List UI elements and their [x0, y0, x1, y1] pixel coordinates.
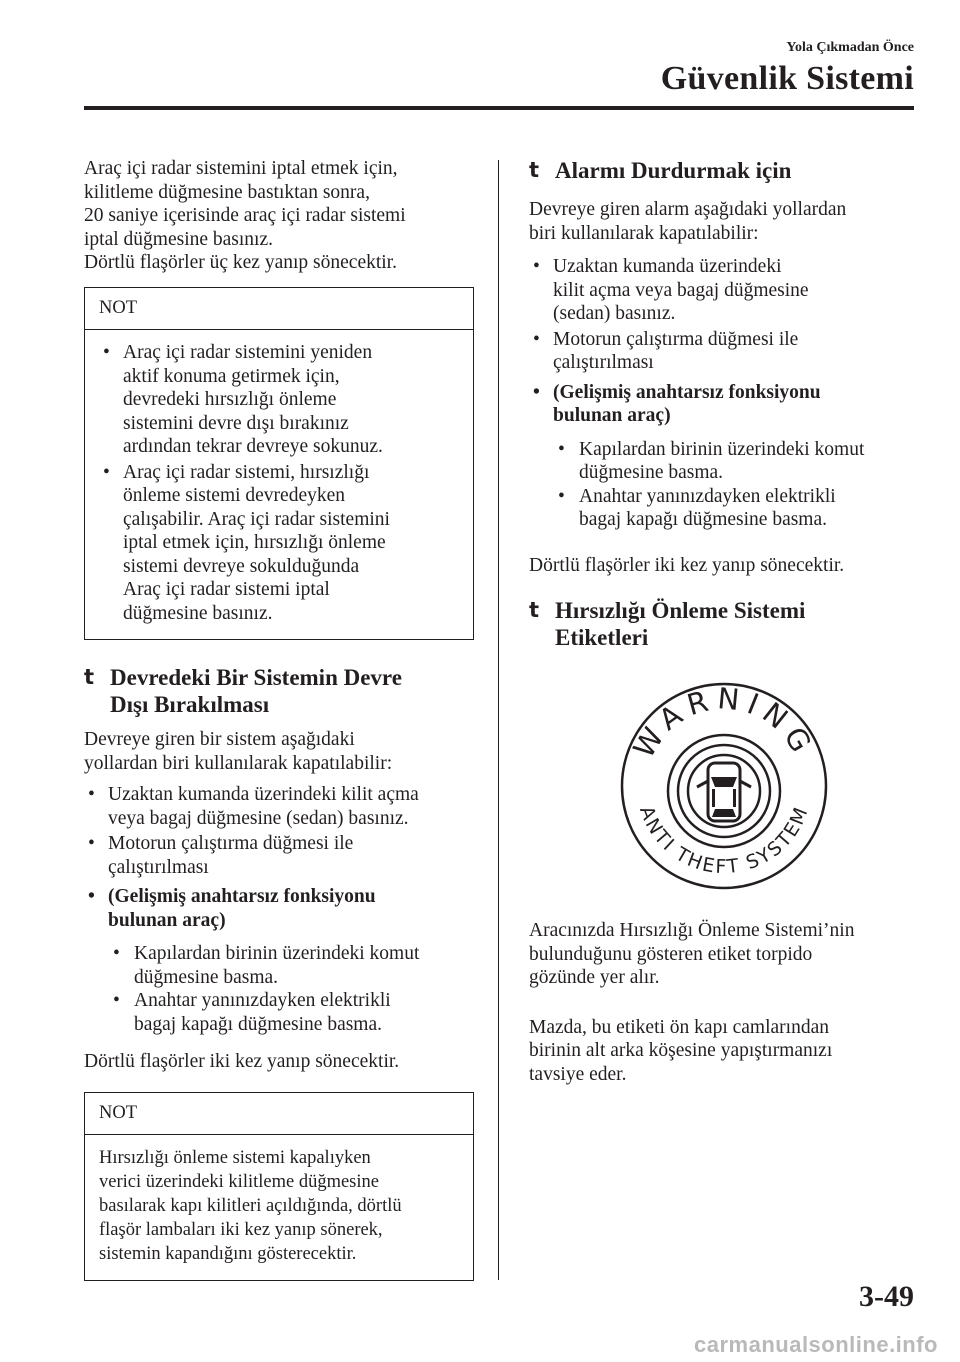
watermark: carmanualsonline.info: [694, 1332, 938, 1357]
bullet-icon: •: [558, 438, 565, 460]
list-item: • Motorun çalıştırma düğmesi ile çalıştırılması: [88, 833, 354, 878]
note-box-2: NOT Hırsızlığı önleme sistemi kapalıyken verici üzerindeki kilitleme düğmesine basılarak kapı kilitleri açıldığında, dörtlü flaşör lambaları iki kez yanıp sönerek, sistemin kapandığını gösterecektir.: [84, 1092, 474, 1282]
right-column: [529, 157, 919, 1090]
column-divider: [498, 160, 499, 1280]
note-heading: NOT: [85, 1093, 473, 1136]
note-bullet-list: [99, 341, 459, 625]
left-column: [84, 157, 474, 1291]
anti-theft-label: [529, 681, 919, 891]
bullet-icon: •: [103, 342, 110, 363]
svg-text:WARNING: [627, 681, 822, 764]
list-item: • Araç içi radar sistemini yeniden aktif konuma getirmek için, devredeki hırsızlığı önleme sistemini devre dışı bırakınız ardından tekrar devreye sokunuz.: [103, 342, 383, 457]
section-heading-stop-alarm: t Alarmı Durdurmak için: [529, 158, 792, 183]
sub-list: [108, 942, 474, 1036]
method-list: [529, 255, 919, 532]
bullet-icon: •: [103, 461, 110, 483]
list-item: • Uzaktan kumanda üzerindeki kilit açma veya bagaj düğmesine (sedan) basınız.: [533, 256, 809, 324]
list-item: • Uzaktan kumanda üzerindeki kilit açma veya bagaj düğmesine (sedan) basınız.: [88, 784, 419, 829]
caption-paragraph-2: Mazda, bu etiketi ön kapı camlarından birinin alt arka köşesine yapıştırmanızı tavsiye eder.: [529, 1016, 833, 1085]
bullet-icon: •: [533, 256, 540, 277]
bullet-icon: •: [558, 485, 565, 507]
section-marker-icon: t: [84, 665, 95, 689]
section-heading-labels: t Hırsızlığı Önleme Sistemi Etiketleri: [529, 598, 806, 650]
label-top-text: WARNING: [626, 681, 822, 764]
list-item: • (Gelişmiş anahtarsız fonksiyonu bulunan araç) • Kapılardan birinin üzerindeki komut düğmesine basma. • Anahtar yanınızdayken elektrikli bagaj kapağı düğmesine basma.: [84, 885, 474, 1036]
header-rule: [84, 106, 914, 110]
label-bottom-text: ANTI THEFT SYSTEM: [635, 802, 814, 879]
closing-text: Dörtlü flaşörler iki kez yanıp sönecektir.: [529, 554, 845, 576]
sub-list: [553, 438, 919, 532]
section-marker-icon: t: [529, 598, 540, 622]
sub-list-item: • Anahtar yanınızdayken elektrikli bagaj kapağı düğmesine basma.: [558, 485, 836, 530]
section-intro: Devreye giren bir sistem aşağıdaki yollardan biri kullanılarak kapatılabilir:: [84, 729, 393, 774]
bullet-icon: •: [88, 784, 95, 805]
section-heading-disable: t Devredeki Bir Sistemin Devre Dışı Bırakılması: [84, 665, 402, 717]
method-list: [84, 783, 474, 1036]
bullet-icon: •: [533, 381, 540, 403]
page-number: 3-49: [859, 1280, 914, 1313]
caption-paragraph-1: Aracınızda Hırsızlığı Önleme Sistemi’nin bulunduğunu gösteren etiket torpido gözünde yer alır.: [529, 920, 855, 988]
list-item: • (Gelişmiş anahtarsız fonksiyonu bulunan araç) • Kapılardan birinin üzerindeki komut düğmesine basma. • Anahtar yanınızdayken elektrikli bagaj kapağı düğmesine basma.: [529, 381, 919, 532]
chapter-subtitle: Yola Çıkmadan Önce: [786, 40, 914, 55]
sub-list-item: • Anahtar yanınızdayken elektrikli bagaj kapağı düğmesine basma.: [113, 990, 391, 1035]
section-marker-icon: t: [529, 158, 540, 182]
bullet-icon: •: [88, 886, 95, 907]
anti-theft-label-icon: [619, 681, 829, 891]
list-item: • Motorun çalıştırma düğmesi ile çalıştırılması: [533, 328, 799, 373]
note-box-1: [84, 287, 474, 641]
section-intro: Devreye giren alarm aşağıdaki yollardan biri kullanılarak kapatılabilir:: [529, 199, 847, 244]
sub-list-item: • Kapılardan birinin üzerindeki komut düğmesine basma.: [558, 438, 865, 483]
bullet-icon: •: [88, 833, 95, 854]
page-title: Güvenlik Sistemi: [660, 60, 914, 97]
sub-list-item: • Kapılardan birinin üzerindeki komut düğmesine basma.: [113, 943, 420, 988]
bullet-icon: •: [113, 943, 120, 964]
bullet-icon: •: [113, 990, 120, 1011]
closing-text: Dörtlü flaşörler iki kez yanıp sönecektir.: [84, 1051, 400, 1072]
bullet-icon: •: [533, 328, 540, 350]
intro-paragraph: Araç içi radar sistemini iptal etmek için, kilitleme düğmesine bastıktan sonra, 20 saniye içerisinde araç içi radar sistemi iptal düğmesine basınız. Dörtlü flaşörler üç kez yanıp sönecektir.: [84, 158, 406, 273]
list-item: • Araç içi radar sistemi, hırsızlığı önleme sistemi devredeyken çalışabilir. Araç içi radar sistemini iptal etmek için, hırsızlığı önleme sistemi devreye sokulduğunda Araç içi radar sistemi iptal düğmesine basınız.: [103, 461, 390, 624]
note-heading: NOT: [85, 288, 473, 331]
